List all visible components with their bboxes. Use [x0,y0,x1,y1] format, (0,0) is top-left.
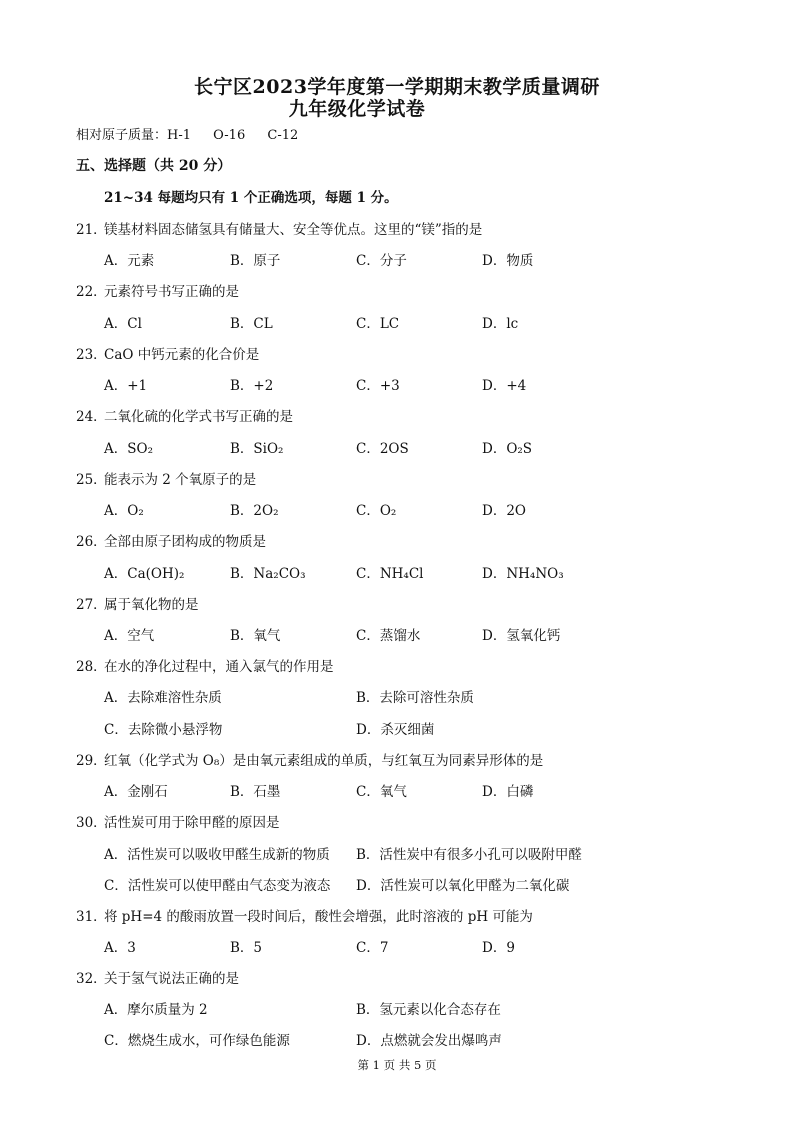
question [76,967,239,987]
option-a: A．元素 [104,253,155,269]
option-d: D．O₂S [482,441,533,457]
option-d: D．NH₄NO₃ [482,566,564,582]
option-d: D．+4 [482,378,527,394]
option-c: C．O₂ [356,503,397,519]
option-a: A．Ca(OH)₂ [104,566,185,582]
question-number: 28． [76,659,107,675]
option-a: A．SO₂ [104,441,153,457]
option-a: A．活性炭可以吸收甲醛生成新的物质 [104,847,330,863]
option-d: D．氢氧化钙 [482,628,561,644]
option-d: D．白磷 [482,784,534,800]
option-a: A．3 [104,940,136,956]
question-text: 全部由原子团构成的物质是 [104,534,266,550]
option-d: D．2O [482,503,526,519]
question-text: 属于氧化物的是 [104,597,199,613]
option-b: B．活性炭中有很多小孔可以吸附甲醛 [356,847,582,863]
exam-subtitle: 九年级化学试卷 [288,98,426,120]
option-c: C．去除微小悬浮物 [104,722,223,738]
option-a: A．O₂ [104,503,144,519]
option-d: D．杀灭细菌 [356,722,435,738]
question [76,468,256,488]
option-b: B．CL [230,316,273,332]
option-a: A．去除难溶性杂质 [104,690,222,706]
option-b: B．氢元素以化合态存在 [356,1002,501,1018]
option-c: C．LC [356,316,400,332]
option-b: B．去除可溶性杂质 [356,690,474,706]
option-b: B．Na₂CO₃ [230,566,306,582]
option-a: A．空气 [104,628,155,644]
question-text: 元素符号书写正确的是 [104,284,239,300]
option-d: D．9 [482,940,515,956]
option-b: B．原子 [230,253,281,269]
question [76,280,239,300]
option-c: C．NH₄Cl [356,566,424,582]
section-instruction: 21~34 每题均只有 1 个正确选项，每题 1 分。 [104,190,398,206]
option-b: B．SiO₂ [230,441,284,457]
question-number: 26． [76,534,107,550]
option-b: B．氧气 [230,628,281,644]
question-number: 21． [76,222,107,238]
option-a: A．摩尔质量为 2 [104,1002,208,1018]
option-d: D．活性炭可以氧化甲醛为二氧化碳 [356,878,570,894]
option-a: A．+1 [104,378,148,394]
exam-title: 长宁区2023学年度第一学期期末教学质量调研 [194,76,600,98]
question-number: 24． [76,409,107,425]
question-text: 在水的净化过程中，通入氯气的作用是 [104,659,334,675]
question [76,593,199,613]
question-text: 活性炭可用于除甲醛的原因是 [104,815,280,831]
option-b: B．+2 [230,378,274,394]
option-a: A．金刚石 [104,784,168,800]
option-a: A．Cl [104,316,142,332]
option-b: B．5 [230,940,263,956]
question-number: 25． [76,472,107,488]
option-c: C．氧气 [356,784,407,800]
option-d: D．点燃就会发出爆鸣声 [356,1033,502,1049]
question-number: 22． [76,284,107,300]
question-text: 镁基材料固态储氢具有储量大、安全等优点。这里的“镁”指的是 [104,222,483,238]
question [76,655,334,675]
question-text: 红氧（化学式为 O₈）是由氧元素组成的单质，与红氧互为同素异形体的是 [104,753,544,769]
question-text: 将 pH=4 的酸雨放置一段时间后，酸性会增强，此时溶液的 pH 可能为 [104,909,533,925]
option-c: C．+3 [356,378,400,394]
question-text: 关于氢气说法正确的是 [104,971,239,987]
option-b: B．石墨 [230,784,281,800]
option-d: D．物质 [482,253,534,269]
atomic-mass-line [76,124,316,143]
question [76,405,293,425]
question-text: CaO 中钙元素的化合价是 [104,347,260,363]
question-number: 32． [76,971,107,987]
question [76,749,543,769]
question-number: 23． [76,347,107,363]
question [76,811,280,831]
option-c: C．7 [356,940,389,956]
option-d: D．lc [482,316,519,332]
question [76,343,259,363]
option-c: C．燃烧生成水，可作绿色能源 [104,1033,290,1049]
question-number: 29． [76,753,107,769]
option-c: C．活性炭可以使甲醛由气态变为液态 [104,878,331,894]
question-number: 27． [76,597,107,613]
question-number: 31． [76,909,107,925]
option-c: C．2OS [356,441,409,457]
atomic-mass-c: C-12 [267,128,299,143]
option-b: B．2O₂ [230,503,279,519]
question-text: 二氧化硫的化学式书写正确的是 [104,409,293,425]
question-number: 30． [76,815,107,831]
page-footer: 第 1 页 共 5 页 [357,1058,437,1072]
option-c: C．分子 [356,253,407,269]
question [76,218,482,238]
question [76,530,266,550]
atomic-mass-o: O-16 [213,128,246,143]
atomic-mass-h: 相对原子质量：H-1 [76,128,192,143]
question-text: 能表示为 2 个氧原子的是 [104,472,257,488]
section-heading: 五、选择题（共 20 分） [76,158,232,174]
option-c: C．蒸馏水 [356,628,421,644]
question [76,905,533,925]
